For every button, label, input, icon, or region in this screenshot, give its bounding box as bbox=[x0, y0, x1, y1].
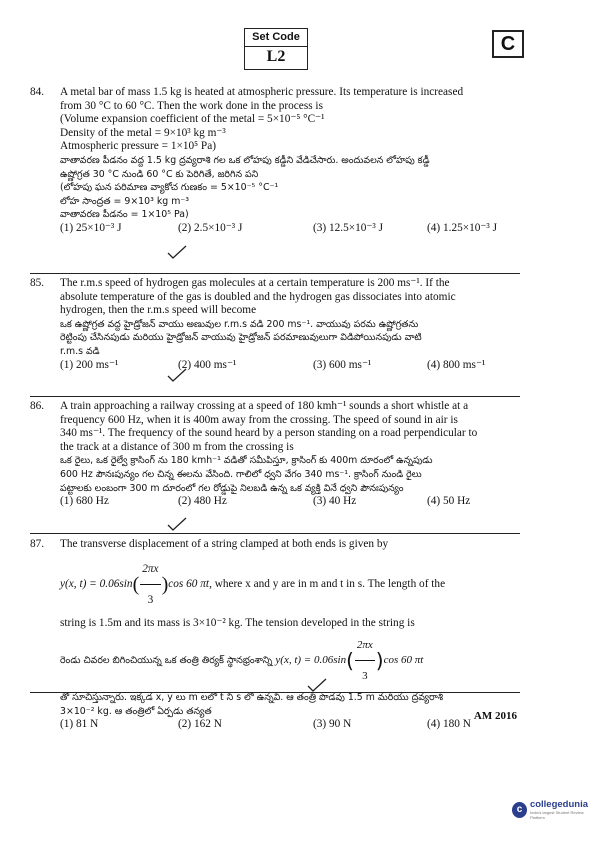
question-text-en: string is 1.5m and its mass is 3×10⁻² kg. The tension developed in the string is bbox=[60, 616, 415, 629]
question-text-te: r.m.s వడి bbox=[60, 345, 100, 357]
question-text-en: (Volume expansion coefficient of the metal = 5×10⁻⁵ °C⁻¹ bbox=[60, 113, 325, 126]
question-equation-line-te: రెండు చివరల బిగించియున్న ఒక తంత్రి తిర్యక్ స్థానభ్రంశాన్ని y(x, t) = 0.06sin( $\frac{2\pi x}{3}$ )cos 60 πt bbox=[60, 630, 520, 691]
question-divider bbox=[30, 533, 520, 534]
question-number: 85. bbox=[30, 277, 45, 289]
answer-tick-mark bbox=[166, 368, 188, 382]
question-text-te: ఒక ఉష్ణోగ్రత వద్ద హైడ్రోజన్ వాయు అణువుల r.m.s వడి 200 ms⁻¹. వాయువు పరమ ఉష్ణోగ్రతను bbox=[60, 318, 419, 330]
equation-suffix: cos 60 πt bbox=[383, 654, 424, 667]
question-text-en: absolute temperature of the gas is doubled and the hydrogen gas dissociates into atomic bbox=[60, 290, 456, 303]
page-footer-code: AM 2016 bbox=[473, 710, 517, 722]
question-text-te: రెండు చివరల బిగించియున్న ఒక తంత్రి తిర్యక్ స్థానభ్రంశాన్ని bbox=[60, 655, 273, 667]
option-1: (1) 81 N bbox=[60, 718, 99, 731]
question-number: 87. bbox=[30, 538, 45, 550]
question-text-te: వాతావరణ పీడనం = 1×10⁵ Pa) bbox=[60, 209, 189, 221]
option-2: (2) 2.5×10⁻³ J bbox=[178, 221, 243, 234]
question-86 bbox=[30, 400, 520, 509]
question-divider bbox=[30, 396, 520, 397]
collegedunia-logo bbox=[512, 800, 595, 820]
question-text-te: వాతావరణ పీడనం వద్ద 1.5 kg ద్రవ్యరాశి గల ఒక లోహపు కడ్డీని వేడిచేసారు. అందువలన లోహపు కడ్డీ bbox=[60, 154, 430, 166]
question-text-en: from 30 °C to 60 °C. Then the work done in the process is bbox=[60, 99, 323, 112]
set-code-value: L2 bbox=[266, 48, 286, 65]
question-text-en: Atmospheric pressure = 1×10⁵ Pa) bbox=[60, 140, 216, 153]
fraction-numerator: 2πx bbox=[355, 630, 375, 661]
set-code-divider bbox=[245, 46, 307, 47]
fraction-denominator: 3 bbox=[147, 593, 154, 606]
option-3: (3) 600 ms⁻¹ bbox=[313, 358, 372, 371]
options-row bbox=[60, 359, 520, 373]
question-84 bbox=[30, 86, 520, 236]
question-text-te: తో సూచిస్తున్నారు. ఇక్కడ x, y లు m లలో t ని s లో ఉన్నవి. ఆ తంత్రి పొడవు 1.5 m మరియు ద్రవ్యరాశి bbox=[60, 692, 444, 704]
answer-tick-mark bbox=[166, 517, 188, 531]
equation-fraction bbox=[140, 554, 160, 615]
option-4: (4) 1.25×10⁻³ J bbox=[427, 221, 498, 234]
question-text-te: 600 Hz పౌనఃపున్యం గల చిన్న ఈలను వేసింది. గాలిలో ధ్వని వేగం 340 ms⁻¹. క్రాసింగ్ నుండి రైలు bbox=[60, 468, 422, 480]
question-equation-line: y(x, t) = 0.06sin( $\frac{2\pi x}{3}$ )cos 60 πt, where x and y are in m and t in s. The length of the bbox=[60, 554, 520, 615]
option-3: (3) 90 N bbox=[313, 718, 352, 731]
question-text-en: 340 ms⁻¹. The frequency of the sound heard by a person standing on a road perpendicular to bbox=[60, 427, 478, 440]
question-number: 84. bbox=[30, 86, 45, 98]
option-3: (3) 12.5×10⁻³ J bbox=[313, 221, 384, 234]
question-87 bbox=[30, 538, 520, 732]
option-2: (2) 400 ms⁻¹ bbox=[178, 358, 237, 371]
options-row bbox=[60, 718, 520, 732]
question-text-te: రెట్టింపు చేసినపుడు మరియు హైడ్రోజన్ వాయువు హైడ్రోజన్ పరమాణువులుగా విడిపోయినపుడు వాటి bbox=[60, 332, 422, 344]
fraction-denominator: 3 bbox=[362, 670, 368, 683]
option-4: (4) 800 ms⁻¹ bbox=[427, 358, 486, 371]
answer-tick-mark bbox=[166, 245, 188, 259]
question-text-te: ఉష్ణోగ్రత 30 °C నుండి 60 °C కు పెరిగితే, జరిగిన పని bbox=[60, 168, 259, 180]
equation-prefix: y(x, t) = 0.06sin bbox=[60, 577, 133, 590]
option-4: (4) 180 N bbox=[427, 718, 471, 731]
question-divider bbox=[30, 273, 520, 274]
question-text-en: , where x and y are in m and t in s. The length of the bbox=[209, 577, 446, 590]
question-text-en: The r.m.s speed of hydrogen gas molecules at a certain temperature is 200 ms⁻¹. If the bbox=[60, 277, 450, 289]
option-2: (2) 162 N bbox=[178, 718, 222, 731]
question-text-en: A metal bar of mass 1.5 kg is heated at atmospheric pressure. Its temperature is increased bbox=[60, 86, 464, 98]
equation-prefix: y(x, t) = 0.06sin bbox=[275, 654, 347, 667]
options-row bbox=[60, 222, 520, 236]
option-3: (3) 40 Hz bbox=[313, 495, 357, 508]
question-85 bbox=[30, 277, 520, 373]
question-text-te: 3×10⁻² kg. ఆ తంత్రిలో ఏర్పడు తన్యత bbox=[60, 705, 212, 717]
equation-suffix: cos 60 πt bbox=[168, 577, 210, 590]
logo-tagline: India's largest Student Review Platform bbox=[529, 810, 584, 820]
fraction-numerator: 2πx bbox=[140, 554, 160, 585]
question-text-te: లోహ సాంద్రత = 9×10³ kg m⁻³ bbox=[60, 195, 190, 207]
option-4: (4) 50 Hz bbox=[427, 495, 471, 508]
question-text-en: The transverse displacement of a string clamped at both ends is given by bbox=[60, 538, 389, 550]
question-text-en: Density of the metal = 9×10³ kg m⁻³ bbox=[60, 126, 226, 139]
logo-icon: c bbox=[512, 802, 527, 818]
question-text-en: frequency 600 Hz, when it is 400m away from the crossing. The speed of sound in air is bbox=[60, 413, 458, 426]
question-divider bbox=[30, 692, 520, 693]
options-row bbox=[60, 495, 520, 509]
option-1: (1) 200 ms⁻¹ bbox=[60, 358, 119, 371]
question-text-te: ఒక రైలు, ఒక రైల్వే క్రాసింగ్ ను 180 kmh⁻¹ వడితో సమీపిస్తూ, క్రాసింగ్ కు 400m దూరంలో ఉన్నపుడు bbox=[60, 455, 433, 467]
option-2: (2) 480 Hz bbox=[178, 495, 227, 508]
logo-name: collegedunia bbox=[529, 799, 589, 810]
set-code-box bbox=[244, 28, 308, 70]
question-text-en: hydrogen, then the r.m.s speed will become bbox=[60, 304, 257, 317]
question-text-en: the track at a distance of 300 m from the crossing is bbox=[60, 440, 294, 453]
question-number: 86. bbox=[30, 400, 45, 412]
option-1: (1) 25×10⁻³ J bbox=[60, 221, 122, 234]
question-text-en: A train approaching a railway crossing at a speed of 180 kmh⁻¹ sounds a short whistle at a bbox=[60, 400, 469, 412]
question-text-te: (లోహపు ఘన పరిమాణ వ్యాకోచ గుణకం = 5×10⁻⁵ °C⁻¹ bbox=[60, 182, 279, 194]
equation-fraction bbox=[355, 630, 375, 691]
question-text-te: పట్టాలకు లంబంగా 300 m దూరంలో గల రోడ్డుపై నిలబడి ఉన్న ఒక వ్యక్తి వినే ధ్వని పౌనఃపున్యం bbox=[60, 482, 404, 494]
set-code-label: Set Code bbox=[252, 31, 300, 43]
option-1: (1) 680 Hz bbox=[60, 495, 109, 508]
set-letter-box: C bbox=[492, 30, 524, 58]
answer-tick-mark bbox=[306, 678, 328, 692]
